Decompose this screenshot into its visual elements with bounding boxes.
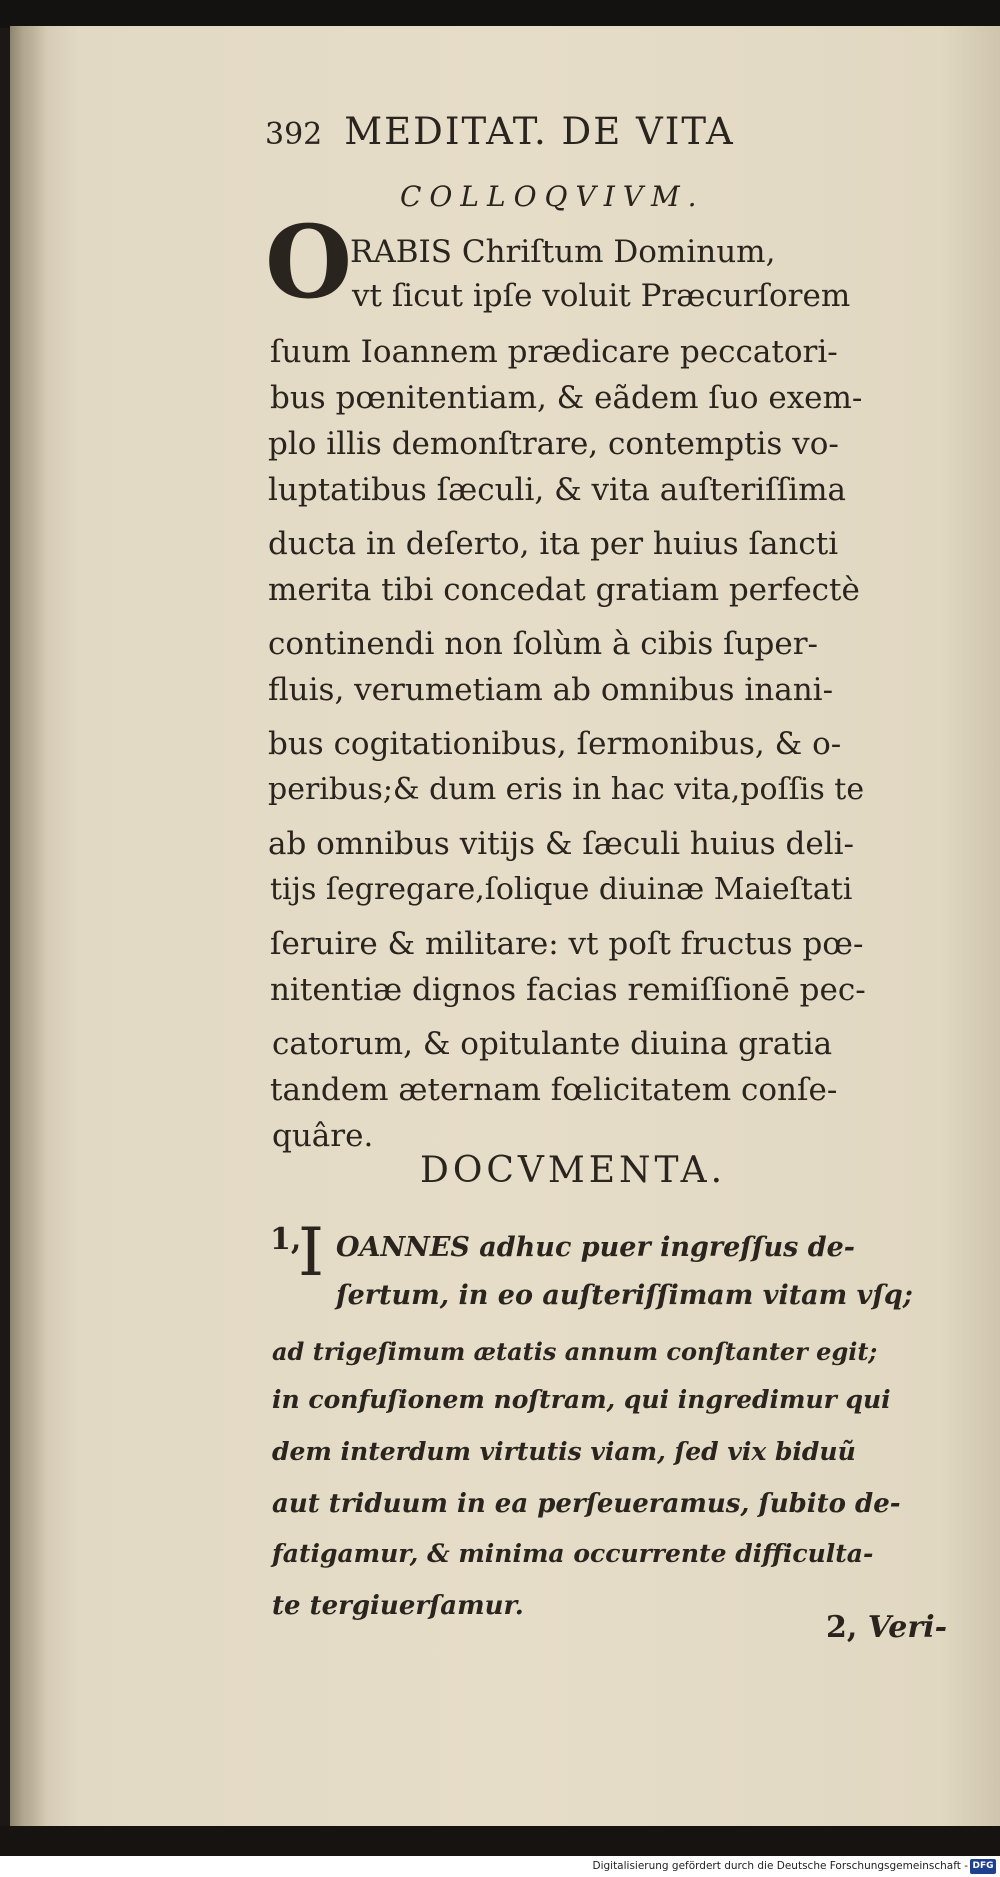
catchword-word: Veri- (867, 1610, 948, 1645)
text-line: plo illis demonſtrare, contemptis vo- (268, 426, 839, 462)
text-line: ſuum Ioannem prædicare peccatori- (270, 334, 838, 370)
text-line: vt ſicut ipſe voluit Præcurſorem (352, 278, 851, 314)
text-line: OANNES adhuc puer ingreſſus de- (336, 1232, 855, 1263)
text-line: ſeruire & militare: vt poſt fructus pœ- (270, 926, 864, 962)
text-line: peribus;& dum eris in hac vita,poſſis te (268, 772, 865, 807)
colloquium-title: COLLOQVIVM. (400, 180, 705, 213)
text-line: nitentiæ dignos facias remiſſionē pec- (270, 972, 866, 1008)
footer-credit: Digitalisierung gefördert durch die Deutsche Forschungsgemeinschaft - (592, 1860, 968, 1872)
page-gutter-shadow (10, 26, 46, 1826)
scan-bottom-edge (0, 1826, 1000, 1856)
running-head (265, 110, 915, 160)
text-line: aut triduum in ea perſeueramus, ſubito de- (272, 1489, 901, 1519)
text-line: bus cogitationibus, ſermonibus, & o- (268, 726, 842, 762)
text-line: RABIS Chriſtum Dominum, (350, 234, 776, 270)
text-line: tandem æternam fœlicitatem conſe- (270, 1072, 838, 1108)
text-line: catorum, & opitulante diuina gratia (272, 1026, 833, 1062)
text-line: fatigamur, & minima occurrente difficulta- (272, 1539, 874, 1568)
text-line: ab omnibus vitijs & ſæculi huius deli- (268, 826, 855, 862)
item-number: 1, (270, 1222, 302, 1257)
page-number: 392 (265, 117, 323, 152)
text-line: continendi non ſolùm à cibis ſuper- (268, 626, 819, 662)
running-head-title: MEDITAT. DE VITA (344, 110, 735, 153)
text-line: ducta in deſerto, ita per huius ſancti (268, 526, 839, 562)
text-line: fluis, verumetiam ab omnibus inani- (268, 672, 834, 708)
documenta-heading: DOCVMENTA. (420, 1150, 727, 1191)
text-line: tijs ſegregare,ſolique diuinæ Maieſtati (270, 872, 853, 907)
drop-initial-o: O (265, 203, 353, 321)
text-line: luptatibus ſæculi, & vita auſteriſſima (268, 472, 846, 508)
text-line: in confuſionem noſtram, qui ingredimur qui (272, 1385, 891, 1414)
text-line: merita tibi concedat gratiam perfectè (268, 572, 860, 608)
text-line: ſertum, in eo auſteriſſimam vitam vſq; (336, 1280, 913, 1311)
scan-top-edge (0, 0, 1000, 28)
drop-initial-i: I (298, 1214, 325, 1291)
dfg-logo: DFG (970, 1859, 996, 1874)
text-line: ad trigeſimum ætatis annum conſtanter egit; (272, 1337, 878, 1366)
text-line: dem interdum virtutis viam, ſed vix biduũ (272, 1437, 856, 1466)
catchword (826, 1610, 947, 1645)
catchword-number: 2, (826, 1610, 858, 1645)
text-line: bus pœnitentiam, & eãdem ſuo exem- (270, 380, 863, 416)
text-line: quâre. (272, 1118, 374, 1154)
text-line: te tergiuerſamur. (272, 1591, 524, 1621)
